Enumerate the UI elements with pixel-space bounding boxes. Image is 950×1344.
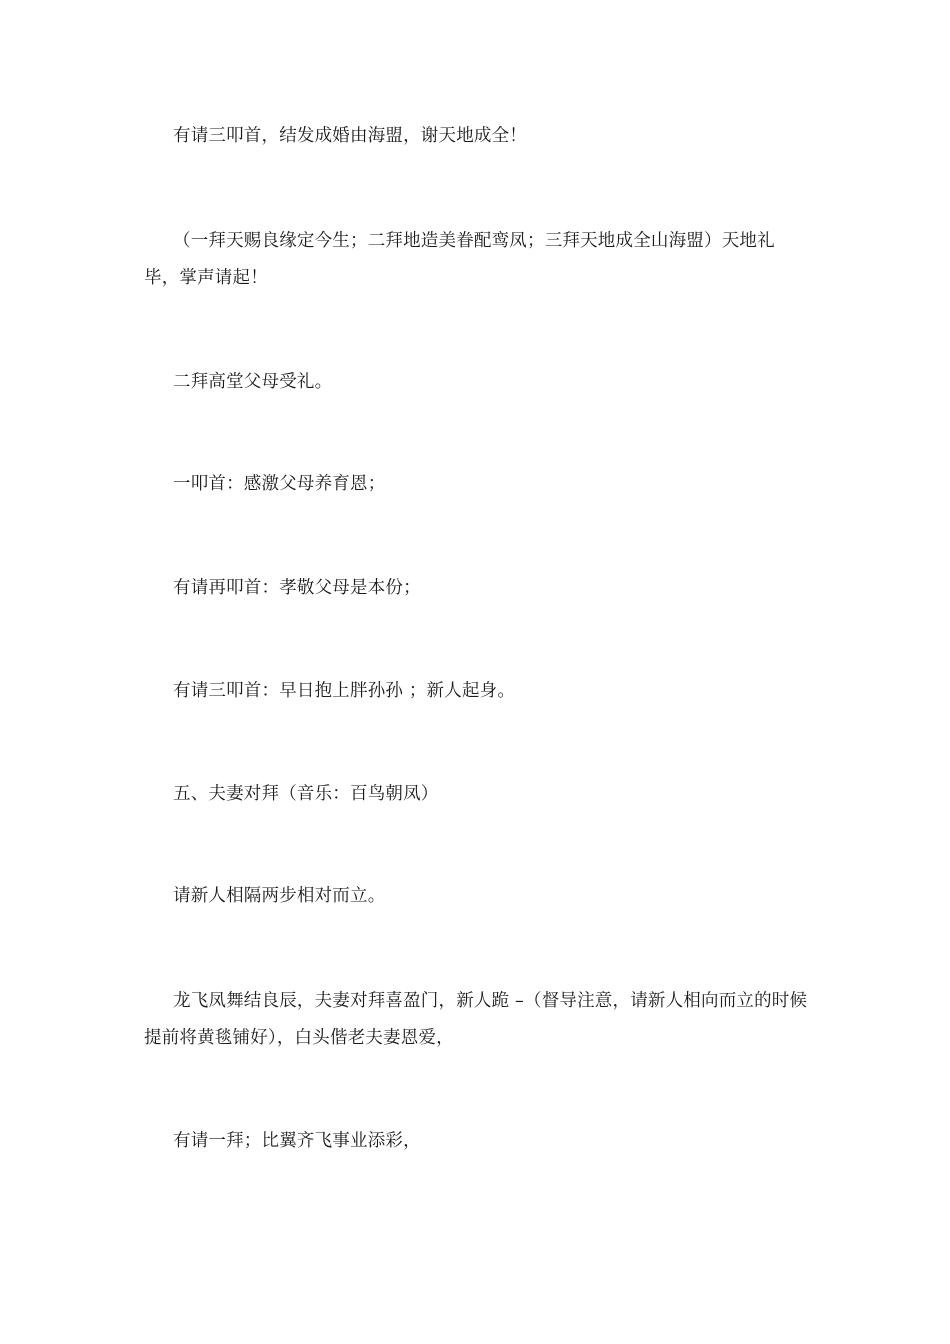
- paragraph: 有请一拜；比翼齐飞事业添彩，: [173, 1131, 421, 1151]
- paragraph: 二拜高堂父母受礼。: [173, 372, 333, 392]
- section-heading: 五、夫妻对拜（音乐：百鸟朝凤）: [173, 784, 439, 804]
- paragraph: 一叩首：感激父母养育恩；: [173, 474, 386, 494]
- paragraph: 有请三叩首：早日抱上胖孙孙 ；新人起身。: [173, 681, 516, 701]
- paragraph: 请新人相隔两步相对而立。: [173, 886, 386, 906]
- paragraph: 有请再叩首：孝敬父母是本份；: [173, 578, 421, 598]
- paragraph: 龙飞凤舞结良辰，夫妻对拜喜盈门，新人跪 –（督导注意，请新人相向而立的时候提前将黄毯铺好），白头偕老夫妻恩爱，: [144, 991, 808, 1048]
- paragraph: 有请三叩首，结发成婚由海盟，谢天地成全！: [173, 126, 527, 146]
- paragraph: （一拜天赐良缘定今生；二拜地造美眷配鸾凤；三拜天地成全山海盟）天地礼毕，掌声请起！: [144, 231, 775, 288]
